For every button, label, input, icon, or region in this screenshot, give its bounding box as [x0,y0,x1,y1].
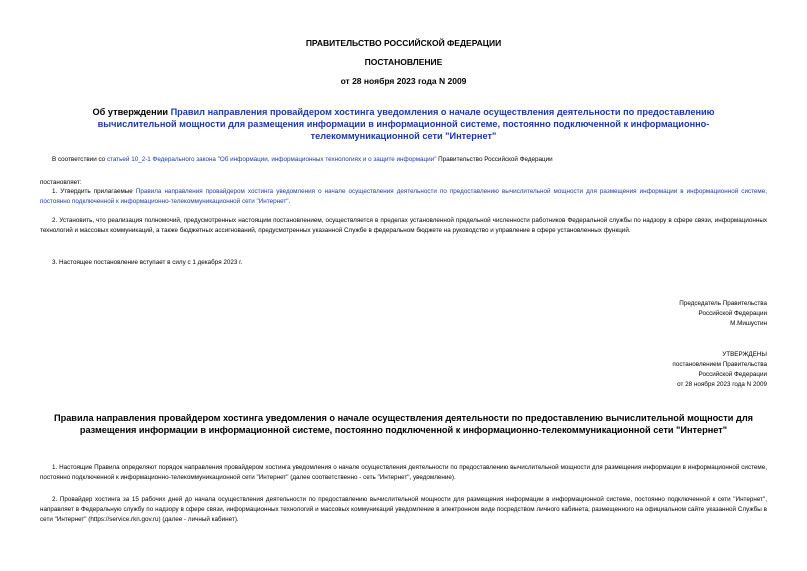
resolves-word: постановляет: [40,179,82,186]
signature-block [467,299,767,329]
approved-line-2: постановлением Правительства [672,361,767,368]
preamble-text-before: В соответствии со [52,156,107,163]
approved-block [467,350,767,390]
item-1-rules-link[interactable]: Правила направления провайдером хостинга уведомления о начале осуществления деятельности по предоставлению вычислительной мощности для размещения информации в информационной системе, постоянно подключенной к информационно-телекоммуникационной сети "Интернет" [40,188,768,205]
item-1-text-before: 1. Утвердить прилагаемые [52,188,136,195]
item-1-text-after: . [288,198,291,205]
approved-line-1: УТВЕРЖДЕНЫ [722,351,767,358]
preamble-text-after: Правительство Российской Федерации [436,156,553,163]
rules-title: Правила направления провайдером хостинга уведомления о начале осуществления деятельности по предоставлению вычислительной мощности для размещения информации в информационной системе, постоянно подключенной к информационно-телекоммуникационной сети "Интернет" [53,413,754,435]
title-prefix: Об утверждении [92,107,171,117]
item-3-paragraph: 3. Настоящее постановление вступает в силу с 1 декабря 2023 г. [52,259,243,266]
approved-line-3: Российской Федерации [698,371,767,378]
document-title [70,106,737,142]
signature-line-2: Российской Федерации [698,310,767,317]
signature-line-1: Председатель Правительства [679,300,767,307]
approved-line-4: от 28 ноября 2023 года N 2009 [677,381,767,388]
rules-item-2-paragraph: 2. Провайдер хостинга за 15 рабочих дней до начала осуществления деятельности по предоставлению вычислительной мощности для размещения информации в информационной системе, постоянно подключенной к сети "Интернет", направляет в Федеральную службу по надзору в сфере связи, информационных технологий и массовых коммуникаций уведомление в электронном виде посредством личного кабинета, размещенного на официальном сайте указанной Службы в сети "Интернет" (https://service.rkn.gov.ru) (далее - личный кабинет). [40,496,767,523]
signature-name: М.Мишустин [730,320,767,327]
title-rules-link[interactable]: Правил направления провайдером хостинга уведомления о начале осуществления деятельности по предоставлению вычислительной мощности для размещения информации в информационной системе, постоянно подключенной к информационно-телекоммуникационной сети "Интернет" [97,107,715,141]
item-2-paragraph: 2. Установить, что реализация полномочий, предусмотренных настоящим постановлением, осуществляется в пределах установленной предельной численности работников Федеральной службы по надзору в сфере связи, информационных технологий и массовых коммуникаций, а также бюджетных ассигнований, предусмотренных указанной Службе в федеральном бюджете на руководство и управление в сфере установленных функций. [40,217,767,234]
preamble-paragraph [40,155,767,165]
document-date-number: от 28 ноября 2023 года N 2009 [340,76,467,86]
rules-item-1-paragraph: 1. Настоящие Правила определяют порядок направления провайдером хостинга уведомления о начале осуществления деятельности по предоставлению вычислительной мощности для размещения информации в информационной системе, постоянно подключенной к информационно-телекоммуникационной сети "Интернет" (далее соответственно - сеть "Интернет", уведомление). [40,464,767,481]
item-1-paragraph [40,187,767,207]
government-heading: ПРАВИТЕЛЬСТВО РОССИЙСКОЙ ФЕДЕРАЦИИ [305,38,502,48]
document-type: ПОСТАНОВЛЕНИЕ [364,57,443,67]
law-article-link[interactable]: статьей 10_2-1 Федерального закона "Об информации, информационных технологиях и о защите информации" [106,156,437,163]
